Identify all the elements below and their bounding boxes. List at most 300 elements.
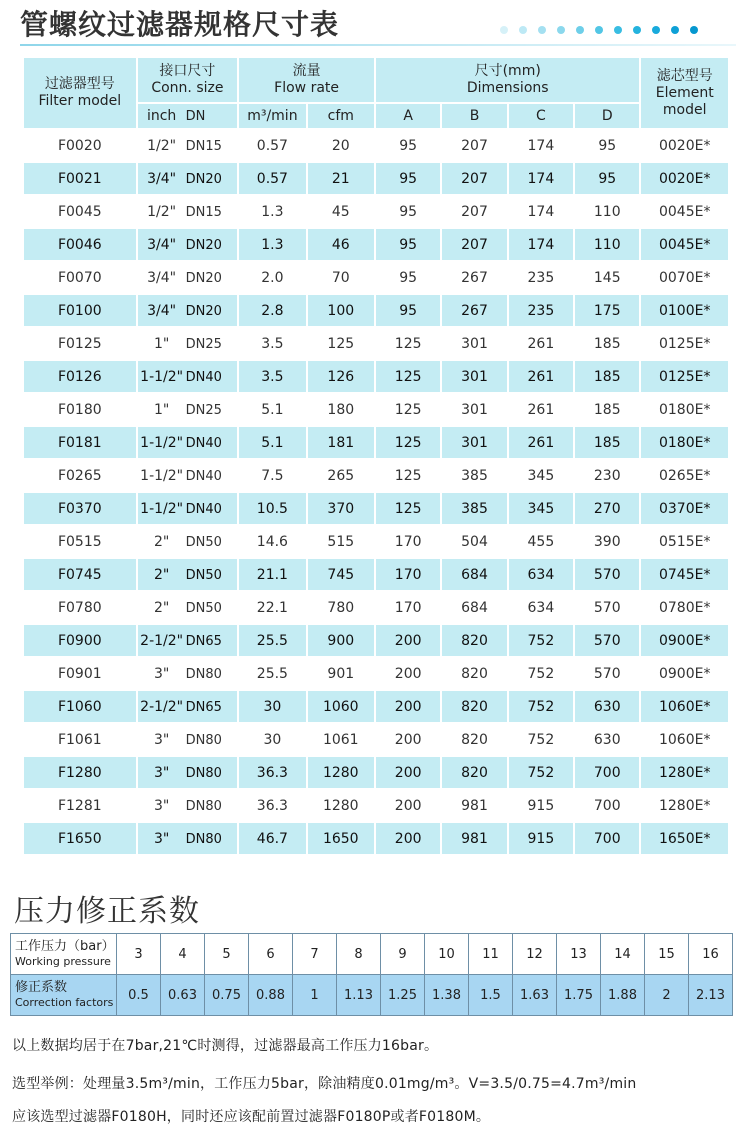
header-conn-zh: 接口尺寸 xyxy=(159,63,216,79)
cell-flow-cfm: 780 xyxy=(308,592,374,623)
cell-conn xyxy=(138,460,238,491)
decorative-dot xyxy=(652,26,660,34)
cell-element: 1280E* xyxy=(641,790,728,821)
decorative-dots xyxy=(500,24,740,36)
pressure-value: 5 xyxy=(205,934,249,975)
cell-dim-b: 820 xyxy=(442,757,506,788)
cell-flow-m3: 1.3 xyxy=(239,229,305,260)
cell-dim-d: 630 xyxy=(575,724,639,755)
cell-dim-b: 301 xyxy=(442,328,506,359)
pressure-label xyxy=(11,934,117,975)
table-row xyxy=(24,361,728,392)
cell-dim-a: 170 xyxy=(376,526,440,557)
cell-element: 0370E* xyxy=(641,493,728,524)
cell-flow-cfm: 1650 xyxy=(308,823,374,854)
cell-flow-m3: 21.1 xyxy=(239,559,305,590)
table-row xyxy=(24,196,728,227)
cell-model: F0125 xyxy=(24,328,136,359)
cell-conn xyxy=(138,592,238,623)
cell-dim-b: 301 xyxy=(442,394,506,425)
cell-dim-b: 981 xyxy=(442,790,506,821)
cell-dim-a: 125 xyxy=(376,328,440,359)
cell-dim-d: 570 xyxy=(575,592,639,623)
cell-dim-b: 207 xyxy=(442,163,506,194)
cell-conn xyxy=(138,493,238,524)
table-row xyxy=(24,295,728,326)
cell-dim-c: 174 xyxy=(509,163,573,194)
pressure-label-en: Working pressure xyxy=(15,955,111,968)
cell-flow-m3: 5.1 xyxy=(239,394,305,425)
cell-element: 0780E* xyxy=(641,592,728,623)
cell-inch: 2-1/2" xyxy=(140,632,184,649)
cell-conn xyxy=(138,229,238,260)
cell-dn: DN40 xyxy=(185,468,222,484)
cell-dim-d: 630 xyxy=(575,691,639,722)
cell-flow-m3: 0.57 xyxy=(239,130,305,161)
table-row xyxy=(24,229,728,260)
cell-model: F0070 xyxy=(24,262,136,293)
cell-flow-m3: 2.0 xyxy=(239,262,305,293)
cell-conn xyxy=(138,130,238,161)
cell-flow-cfm: 1061 xyxy=(308,724,374,755)
cell-inch: 3/4" xyxy=(147,269,177,286)
cell-flow-m3: 25.5 xyxy=(239,658,305,689)
factor-value: 0.63 xyxy=(161,975,205,1016)
cell-element: 0900E* xyxy=(641,658,728,689)
cell-dim-a: 200 xyxy=(376,691,440,722)
factor-label-en: Correction factors xyxy=(15,996,114,1009)
table-row xyxy=(24,460,728,491)
header-model-zh: 过滤器型号 xyxy=(44,76,115,92)
cell-dn: DN80 xyxy=(185,831,222,847)
cell-dim-a: 95 xyxy=(376,163,440,194)
cell-dim-d: 390 xyxy=(575,526,639,557)
cell-dn: DN25 xyxy=(185,402,222,418)
cell-flow-m3: 1.3 xyxy=(239,196,305,227)
cell-flow-m3: 7.5 xyxy=(239,460,305,491)
cell-element: 0125E* xyxy=(641,361,728,392)
pressure-value: 14 xyxy=(601,934,645,975)
cell-inch: 2" xyxy=(153,599,170,616)
cell-conn xyxy=(138,559,238,590)
cell-dim-b: 820 xyxy=(442,658,506,689)
cell-model: F0180 xyxy=(24,394,136,425)
note-line-3: 应该选型过滤器F0180H，同时还应该配前置过滤器F0180P或者F0180M。 xyxy=(12,1109,491,1125)
cell-dim-c: 915 xyxy=(509,823,573,854)
cell-flow-m3: 3.5 xyxy=(239,361,305,392)
cell-element: 0125E* xyxy=(641,328,728,359)
decorative-dot xyxy=(500,26,508,34)
factor-value: 1.38 xyxy=(425,975,469,1016)
cell-inch: 1-1/2" xyxy=(140,500,184,517)
cell-inch: 1" xyxy=(153,335,170,352)
cell-flow-cfm: 21 xyxy=(308,163,374,194)
cell-dim-c: 634 xyxy=(509,559,573,590)
pressure-value: 6 xyxy=(249,934,293,975)
cell-inch: 3" xyxy=(153,830,170,847)
cell-conn xyxy=(138,757,238,788)
cell-dim-c: 261 xyxy=(509,328,573,359)
cell-element: 0515E* xyxy=(641,526,728,557)
cell-conn xyxy=(138,394,238,425)
table-row xyxy=(24,724,728,755)
cell-dim-a: 125 xyxy=(376,493,440,524)
pressure-row xyxy=(11,934,733,975)
decorative-dot xyxy=(614,26,622,34)
cell-model: F0045 xyxy=(24,196,136,227)
cell-inch: 3" xyxy=(153,665,170,682)
factor-value: 0.75 xyxy=(205,975,249,1016)
cell-flow-cfm: 1280 xyxy=(308,757,374,788)
cell-dim-d: 570 xyxy=(575,559,639,590)
cell-inch: 1-1/2" xyxy=(140,434,184,451)
cell-dim-a: 200 xyxy=(376,823,440,854)
cell-flow-m3: 10.5 xyxy=(239,493,305,524)
header-element-en2: model xyxy=(662,101,707,118)
cell-flow-m3: 36.3 xyxy=(239,790,305,821)
cell-dim-c: 752 xyxy=(509,625,573,656)
header-flow xyxy=(239,58,374,102)
cell-dim-c: 261 xyxy=(509,361,573,392)
cell-model: F0370 xyxy=(24,493,136,524)
cell-model: F0265 xyxy=(24,460,136,491)
cell-model: F0126 xyxy=(24,361,136,392)
decorative-dot xyxy=(576,26,584,34)
cell-inch: 2" xyxy=(153,566,170,583)
cell-flow-m3: 30 xyxy=(239,724,305,755)
header-dims xyxy=(376,58,639,102)
cell-inch: 1/2" xyxy=(147,203,177,220)
cell-dn: DN65 xyxy=(185,633,222,649)
cell-flow-m3: 3.5 xyxy=(239,328,305,359)
cell-element: 1280E* xyxy=(641,757,728,788)
cell-dim-a: 125 xyxy=(376,361,440,392)
cell-dim-a: 170 xyxy=(376,559,440,590)
cell-dim-b: 301 xyxy=(442,361,506,392)
page-title: 管螺纹过滤器规格尺寸表 xyxy=(20,8,340,41)
cell-conn xyxy=(138,823,238,854)
cell-model: F0515 xyxy=(24,526,136,557)
correction-title: 压力修正系数 xyxy=(14,894,200,929)
cell-dim-b: 385 xyxy=(442,493,506,524)
header-conn xyxy=(138,58,238,102)
cell-flow-cfm: 265 xyxy=(308,460,374,491)
cell-conn xyxy=(138,724,238,755)
factor-label xyxy=(11,975,117,1016)
cell-dim-c: 915 xyxy=(509,790,573,821)
pressure-value: 3 xyxy=(117,934,161,975)
cell-element: 0900E* xyxy=(641,625,728,656)
header-a: A xyxy=(376,104,440,128)
table-row xyxy=(24,691,728,722)
cell-dim-c: 235 xyxy=(509,262,573,293)
note-line-1: 以上数据均居于在7bar,21℃时测得，过滤器最高工作压力16bar。 xyxy=(12,1038,439,1054)
header-flow-zh: 流量 xyxy=(292,63,321,79)
pressure-value: 11 xyxy=(469,934,513,975)
cell-dim-d: 145 xyxy=(575,262,639,293)
cell-inch: 3/4" xyxy=(147,302,177,319)
correction-table xyxy=(10,933,733,1016)
cell-dim-a: 200 xyxy=(376,724,440,755)
factor-value: 1.25 xyxy=(381,975,425,1016)
cell-inch: 3/4" xyxy=(147,236,177,253)
factor-value: 0.88 xyxy=(249,975,293,1016)
cell-dim-d: 110 xyxy=(575,229,639,260)
cell-dim-c: 634 xyxy=(509,592,573,623)
cell-dim-d: 95 xyxy=(575,130,639,161)
table-row xyxy=(24,262,728,293)
title-bar xyxy=(0,0,750,50)
cell-flow-m3: 25.5 xyxy=(239,625,305,656)
cell-model: F0901 xyxy=(24,658,136,689)
factor-value: 1.13 xyxy=(337,975,381,1016)
table-row xyxy=(24,823,728,854)
header-b: B xyxy=(442,104,506,128)
cell-flow-cfm: 1280 xyxy=(308,790,374,821)
cell-conn xyxy=(138,163,238,194)
cell-dim-c: 752 xyxy=(509,724,573,755)
factor-value: 1.5 xyxy=(469,975,513,1016)
cell-model: F0021 xyxy=(24,163,136,194)
cell-dim-b: 981 xyxy=(442,823,506,854)
cell-flow-m3: 5.1 xyxy=(239,427,305,458)
header-cfm: cfm xyxy=(308,104,374,128)
cell-model: F0020 xyxy=(24,130,136,161)
cell-inch: 1" xyxy=(153,401,170,418)
cell-flow-cfm: 901 xyxy=(308,658,374,689)
cell-dim-d: 570 xyxy=(575,658,639,689)
decorative-dot xyxy=(690,26,698,34)
factor-value: 0.5 xyxy=(117,975,161,1016)
cell-model: F0900 xyxy=(24,625,136,656)
cell-dim-c: 261 xyxy=(509,427,573,458)
header-d: D xyxy=(575,104,639,128)
cell-dim-d: 570 xyxy=(575,625,639,656)
spec-table xyxy=(22,56,730,856)
cell-flow-cfm: 181 xyxy=(308,427,374,458)
cell-dim-d: 700 xyxy=(575,790,639,821)
cell-model: F1280 xyxy=(24,757,136,788)
header-m3: m³/min xyxy=(239,104,305,128)
cell-inch: 1-1/2" xyxy=(140,368,184,385)
cell-dim-b: 820 xyxy=(442,724,506,755)
cell-inch: 3/4" xyxy=(147,170,177,187)
cell-dn: DN20 xyxy=(185,237,222,253)
cell-model: F0745 xyxy=(24,559,136,590)
cell-conn xyxy=(138,295,238,326)
factor-value: 1 xyxy=(293,975,337,1016)
cell-element: 0045E* xyxy=(641,229,728,260)
cell-dn: DN15 xyxy=(185,138,222,154)
cell-element: 0265E* xyxy=(641,460,728,491)
cell-dim-a: 125 xyxy=(376,394,440,425)
cell-dim-b: 820 xyxy=(442,691,506,722)
cell-element: 1650E* xyxy=(641,823,728,854)
cell-dn: DN50 xyxy=(185,567,222,583)
cell-element: 0180E* xyxy=(641,394,728,425)
cell-dim-b: 267 xyxy=(442,262,506,293)
factor-value: 2.13 xyxy=(689,975,733,1016)
cell-dn: DN80 xyxy=(185,798,222,814)
cell-dim-d: 700 xyxy=(575,757,639,788)
cell-dim-d: 175 xyxy=(575,295,639,326)
cell-element: 0020E* xyxy=(641,163,728,194)
cell-dim-b: 207 xyxy=(442,196,506,227)
cell-dim-a: 95 xyxy=(376,196,440,227)
header-dn: DN xyxy=(185,108,206,124)
cell-dim-c: 235 xyxy=(509,295,573,326)
cell-inch: 1-1/2" xyxy=(140,467,184,484)
cell-flow-cfm: 125 xyxy=(308,328,374,359)
cell-conn xyxy=(138,625,238,656)
header-inch: inch xyxy=(146,107,177,124)
cell-inch: 2" xyxy=(153,533,170,550)
cell-flow-m3: 46.7 xyxy=(239,823,305,854)
cell-model: F0100 xyxy=(24,295,136,326)
cell-dn: DN50 xyxy=(185,534,222,550)
cell-inch: 3" xyxy=(153,731,170,748)
cell-flow-cfm: 100 xyxy=(308,295,374,326)
table-row xyxy=(24,526,728,557)
cell-dim-b: 684 xyxy=(442,559,506,590)
cell-dim-c: 345 xyxy=(509,493,573,524)
cell-element: 0745E* xyxy=(641,559,728,590)
cell-dim-d: 230 xyxy=(575,460,639,491)
decorative-dot xyxy=(633,26,641,34)
table-row xyxy=(24,328,728,359)
cell-flow-cfm: 126 xyxy=(308,361,374,392)
cell-dim-b: 207 xyxy=(442,229,506,260)
cell-dn: DN15 xyxy=(185,204,222,220)
cell-dim-d: 270 xyxy=(575,493,639,524)
cell-conn xyxy=(138,658,238,689)
header-dims-en: Dimensions xyxy=(466,80,549,96)
table-row xyxy=(24,625,728,656)
pressure-value: 4 xyxy=(161,934,205,975)
cell-dim-c: 752 xyxy=(509,658,573,689)
cell-inch: 1/2" xyxy=(147,137,177,154)
cell-dim-a: 200 xyxy=(376,625,440,656)
cell-flow-m3: 0.57 xyxy=(239,163,305,194)
cell-conn xyxy=(138,427,238,458)
cell-flow-cfm: 70 xyxy=(308,262,374,293)
cell-conn xyxy=(138,526,238,557)
cell-dim-a: 95 xyxy=(376,229,440,260)
table-row xyxy=(24,130,728,161)
cell-dn: DN40 xyxy=(185,501,222,517)
cell-dim-c: 261 xyxy=(509,394,573,425)
cell-flow-cfm: 180 xyxy=(308,394,374,425)
pressure-value: 12 xyxy=(513,934,557,975)
cell-flow-m3: 30 xyxy=(239,691,305,722)
table-row xyxy=(24,658,728,689)
table-row xyxy=(24,394,728,425)
cell-flow-cfm: 45 xyxy=(308,196,374,227)
cell-dim-b: 820 xyxy=(442,625,506,656)
cell-model: F0181 xyxy=(24,427,136,458)
table-row xyxy=(24,757,728,788)
table-row xyxy=(24,427,728,458)
cell-dim-a: 170 xyxy=(376,592,440,623)
header-flow-en: Flow rate xyxy=(274,80,340,96)
header-element-zh: 滤芯型号 xyxy=(656,67,713,84)
cell-conn xyxy=(138,262,238,293)
pressure-value: 9 xyxy=(381,934,425,975)
cell-dim-b: 684 xyxy=(442,592,506,623)
cell-dim-b: 301 xyxy=(442,427,506,458)
cell-element: 1060E* xyxy=(641,724,728,755)
cell-dn: DN25 xyxy=(185,336,222,352)
cell-dn: DN20 xyxy=(185,303,222,319)
cell-dim-d: 185 xyxy=(575,427,639,458)
note-line-2: 选型举例：处理量3.5m³/min，工作压力5bar，除油精度0.01mg/m³。V=3.5/0.75=4.7m³/min xyxy=(12,1076,637,1092)
cell-dim-a: 125 xyxy=(376,427,440,458)
pressure-value: 7 xyxy=(293,934,337,975)
cell-inch: 3" xyxy=(153,797,170,814)
cell-dim-b: 207 xyxy=(442,130,506,161)
table-row xyxy=(24,163,728,194)
cell-flow-cfm: 515 xyxy=(308,526,374,557)
cell-dim-d: 95 xyxy=(575,163,639,194)
cell-dn: DN65 xyxy=(185,699,222,715)
cell-flow-cfm: 745 xyxy=(308,559,374,590)
cell-model: F1650 xyxy=(24,823,136,854)
table-row xyxy=(24,493,728,524)
cell-dn: DN50 xyxy=(185,600,222,616)
cell-dim-c: 174 xyxy=(509,130,573,161)
header-conn-en: Conn. size xyxy=(151,80,224,96)
cell-model: F1281 xyxy=(24,790,136,821)
cell-inch: 3" xyxy=(153,764,170,781)
header-element-en: Element xyxy=(655,84,714,101)
header-model xyxy=(24,58,136,128)
cell-element: 0070E* xyxy=(641,262,728,293)
factor-row xyxy=(11,975,733,1016)
cell-dim-a: 200 xyxy=(376,757,440,788)
cell-model: F0780 xyxy=(24,592,136,623)
header-element xyxy=(641,58,728,128)
cell-element: 0020E* xyxy=(641,130,728,161)
cell-dn: DN40 xyxy=(185,435,222,451)
header-c: C xyxy=(509,104,573,128)
cell-dim-a: 95 xyxy=(376,130,440,161)
cell-element: 0100E* xyxy=(641,295,728,326)
cell-flow-m3: 2.8 xyxy=(239,295,305,326)
cell-dim-d: 700 xyxy=(575,823,639,854)
cell-dn: DN20 xyxy=(185,270,222,286)
cell-element: 1060E* xyxy=(641,691,728,722)
cell-dim-c: 345 xyxy=(509,460,573,491)
cell-dim-c: 174 xyxy=(509,196,573,227)
cell-dim-b: 504 xyxy=(442,526,506,557)
factor-value: 1.75 xyxy=(557,975,601,1016)
decorative-dot xyxy=(595,26,603,34)
cell-dim-a: 95 xyxy=(376,262,440,293)
cell-dn: DN80 xyxy=(185,666,222,682)
decorative-dot xyxy=(557,26,565,34)
pressure-value: 16 xyxy=(689,934,733,975)
cell-flow-m3: 22.1 xyxy=(239,592,305,623)
decorative-dot xyxy=(538,26,546,34)
decorative-dot xyxy=(671,26,679,34)
cell-element: 0045E* xyxy=(641,196,728,227)
factor-value: 2 xyxy=(645,975,689,1016)
cell-model: F0046 xyxy=(24,229,136,260)
spec-table-body xyxy=(24,130,728,854)
cell-dim-d: 185 xyxy=(575,394,639,425)
cell-dim-c: 752 xyxy=(509,757,573,788)
cell-flow-cfm: 20 xyxy=(308,130,374,161)
